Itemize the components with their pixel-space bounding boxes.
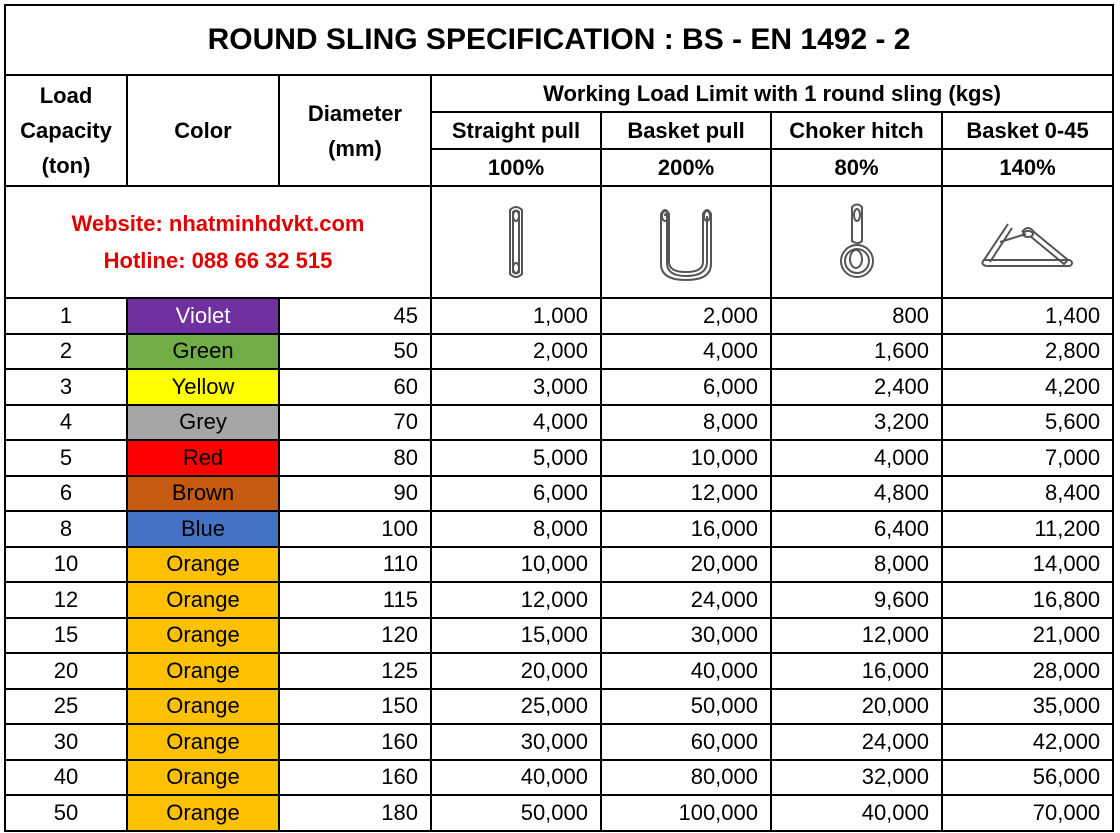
capacity-cell: 6: [5, 476, 127, 512]
header-basket-pull-percent: 200%: [601, 149, 771, 186]
color-cell: Orange: [127, 760, 279, 796]
table-row: [5, 547, 1113, 583]
straight-pull-cell: 1,000: [431, 298, 601, 334]
table-row: [5, 724, 1113, 760]
basket-pull-cell: 80,000: [601, 760, 771, 796]
table-row: [5, 618, 1113, 654]
header-choker-hitch-percent: 80%: [771, 149, 942, 186]
header-basket-0-45: Basket 0-45: [942, 112, 1113, 149]
straight-pull-cell: 2,000: [431, 334, 601, 370]
straight-pull-icon-cell: [431, 186, 601, 298]
table-row: [5, 582, 1113, 618]
header-diameter: [279, 75, 431, 186]
table-row: [5, 653, 1113, 689]
choker-hitch-cell: 20,000: [771, 689, 942, 725]
capacity-cell: 10: [5, 547, 127, 583]
straight-pull-cell: 25,000: [431, 689, 601, 725]
color-cell: Orange: [127, 653, 279, 689]
straight-pull-cell: 8,000: [431, 511, 601, 547]
straight-pull-cell: 50,000: [431, 795, 601, 831]
color-cell: Red: [127, 440, 279, 476]
capacity-cell: 3: [5, 369, 127, 405]
color-cell: Orange: [127, 582, 279, 618]
basket-0-45-cell: 42,000: [942, 724, 1113, 760]
choker-hitch-cell: 8,000: [771, 547, 942, 583]
table-row: [5, 760, 1113, 796]
header-straight-pull-percent: 100%: [431, 149, 601, 186]
straight-pull-cell: 6,000: [431, 476, 601, 512]
basket-0-45-cell: 7,000: [942, 440, 1113, 476]
capacity-cell: 15: [5, 618, 127, 654]
color-cell: Orange: [127, 724, 279, 760]
capacity-cell: 50: [5, 795, 127, 831]
basket-pull-cell: 100,000: [601, 795, 771, 831]
basket-0-45-cell: 70,000: [942, 795, 1113, 831]
diameter-cell: 45: [279, 298, 431, 334]
basket-pull-cell: 12,000: [601, 476, 771, 512]
header-diameter-line1: Diameter: [307, 100, 403, 126]
table-row: [5, 369, 1113, 405]
choker-hitch-cell: 1,600: [771, 334, 942, 370]
basket-pull-cell: 20,000: [601, 547, 771, 583]
straight-pull-cell: 3,000: [431, 369, 601, 405]
choker-hitch-cell: 24,000: [771, 724, 942, 760]
basket-0-45-cell: 4,200: [942, 369, 1113, 405]
basket-pull-cell: 24,000: [601, 582, 771, 618]
choker-hitch-cell: 9,600: [771, 582, 942, 618]
basket-0-45-cell: 1,400: [942, 298, 1113, 334]
color-cell: Green: [127, 334, 279, 370]
color-cell: Violet: [127, 298, 279, 334]
basket-0-45-cell: 2,800: [942, 334, 1113, 370]
color-cell: Yellow: [127, 369, 279, 405]
basket-0-45-cell: 56,000: [942, 760, 1113, 796]
table-row: [5, 795, 1113, 831]
choker-hitch-cell: 4,800: [771, 476, 942, 512]
header-straight-pull: Straight pull: [431, 112, 601, 149]
table-row: [5, 334, 1113, 370]
website-text: Website: nhatminhdvkt.com: [71, 211, 365, 236]
header-load-capacity-line2: Capacity: [20, 118, 112, 143]
choker-hitch-cell: 12,000: [771, 618, 942, 654]
choker-hitch-cell: 16,000: [771, 653, 942, 689]
header-load-capacity-line3: (ton): [41, 153, 91, 178]
capacity-cell: 40: [5, 760, 127, 796]
diameter-cell: 180: [279, 795, 431, 831]
color-cell: Orange: [127, 689, 279, 725]
page-title: ROUND SLING SPECIFICATION : BS - EN 1492 - 2: [5, 5, 1113, 75]
diameter-cell: 110: [279, 547, 431, 583]
straight-pull-cell: 5,000: [431, 440, 601, 476]
basket-0-45-icon-cell: [942, 186, 1113, 298]
diameter-cell: 60: [279, 369, 431, 405]
diameter-cell: 90: [279, 476, 431, 512]
basket-pull-cell: 2,000: [601, 298, 771, 334]
choker-hitch-icon: [832, 201, 882, 283]
choker-hitch-cell: 800: [771, 298, 942, 334]
straight-pull-cell: 30,000: [431, 724, 601, 760]
table-row: [5, 689, 1113, 725]
basket-pull-cell: 60,000: [601, 724, 771, 760]
capacity-cell: 12: [5, 582, 127, 618]
basket-pull-cell: 40,000: [601, 653, 771, 689]
basket-pull-icon-cell: [601, 186, 771, 298]
color-cell: Brown: [127, 476, 279, 512]
color-cell: Orange: [127, 795, 279, 831]
table-row: [5, 405, 1113, 441]
header-load-capacity-line1: Load: [39, 83, 93, 108]
hotline-text: Hotline: 088 66 32 515: [103, 248, 333, 273]
header-diameter-line2: (mm): [328, 135, 382, 161]
choker-hitch-cell: 40,000: [771, 795, 942, 831]
choker-hitch-icon-cell: [771, 186, 942, 298]
diameter-cell: 100: [279, 511, 431, 547]
straight-pull-cell: 20,000: [431, 653, 601, 689]
basket-0-45-cell: 14,000: [942, 547, 1113, 583]
choker-hitch-cell: 6,400: [771, 511, 942, 547]
header-basket-pull: Basket pull: [601, 112, 771, 149]
basket-pull-cell: 8,000: [601, 405, 771, 441]
basket-0-45-icon: [978, 212, 1078, 272]
color-cell: Grey: [127, 405, 279, 441]
diameter-cell: 80: [279, 440, 431, 476]
capacity-cell: 20: [5, 653, 127, 689]
choker-hitch-cell: 2,400: [771, 369, 942, 405]
straight-pull-cell: 12,000: [431, 582, 601, 618]
spec-table: [4, 4, 1114, 832]
capacity-cell: 5: [5, 440, 127, 476]
capacity-cell: 8: [5, 511, 127, 547]
header-load-capacity: [5, 75, 127, 186]
basket-pull-cell: 16,000: [601, 511, 771, 547]
basket-0-45-cell: 21,000: [942, 618, 1113, 654]
basket-0-45-cell: 35,000: [942, 689, 1113, 725]
color-cell: Blue: [127, 511, 279, 547]
header-choker-hitch: Choker hitch: [771, 112, 942, 149]
diameter-cell: 160: [279, 760, 431, 796]
header-working-load-limit: Working Load Limit with 1 round sling (kgs): [431, 75, 1113, 112]
color-cell: Orange: [127, 618, 279, 654]
diameter-cell: 150: [279, 689, 431, 725]
basket-0-45-cell: 28,000: [942, 653, 1113, 689]
basket-0-45-cell: 11,200: [942, 511, 1113, 547]
choker-hitch-cell: 3,200: [771, 405, 942, 441]
diameter-cell: 160: [279, 724, 431, 760]
basket-pull-cell: 30,000: [601, 618, 771, 654]
capacity-cell: 1: [5, 298, 127, 334]
straight-pull-cell: 4,000: [431, 405, 601, 441]
straight-pull-cell: 40,000: [431, 760, 601, 796]
table-row: [5, 298, 1113, 334]
capacity-cell: 30: [5, 724, 127, 760]
capacity-cell: 2: [5, 334, 127, 370]
table-row: [5, 511, 1113, 547]
table-row: [5, 476, 1113, 512]
capacity-cell: 4: [5, 405, 127, 441]
basket-pull-cell: 6,000: [601, 369, 771, 405]
straight-pull-cell: 10,000: [431, 547, 601, 583]
basket-pull-cell: 10,000: [601, 440, 771, 476]
header-basket-0-45-percent: 140%: [942, 149, 1113, 186]
basket-0-45-cell: 8,400: [942, 476, 1113, 512]
straight-pull-cell: 15,000: [431, 618, 601, 654]
basket-0-45-cell: 5,600: [942, 405, 1113, 441]
header-color: Color: [127, 75, 279, 186]
capacity-cell: 25: [5, 689, 127, 725]
diameter-cell: 115: [279, 582, 431, 618]
diameter-cell: 70: [279, 405, 431, 441]
contact-info: [5, 186, 431, 298]
basket-pull-cell: 4,000: [601, 334, 771, 370]
basket-pull-cell: 50,000: [601, 689, 771, 725]
diameter-cell: 50: [279, 334, 431, 370]
spec-sheet: [4, 4, 1112, 830]
choker-hitch-cell: 32,000: [771, 760, 942, 796]
diameter-cell: 125: [279, 653, 431, 689]
straight-pull-icon: [496, 202, 536, 282]
color-cell: Orange: [127, 547, 279, 583]
basket-pull-icon: [651, 202, 721, 282]
choker-hitch-cell: 4,000: [771, 440, 942, 476]
table-row: [5, 440, 1113, 476]
basket-0-45-cell: 16,800: [942, 582, 1113, 618]
diameter-cell: 120: [279, 618, 431, 654]
